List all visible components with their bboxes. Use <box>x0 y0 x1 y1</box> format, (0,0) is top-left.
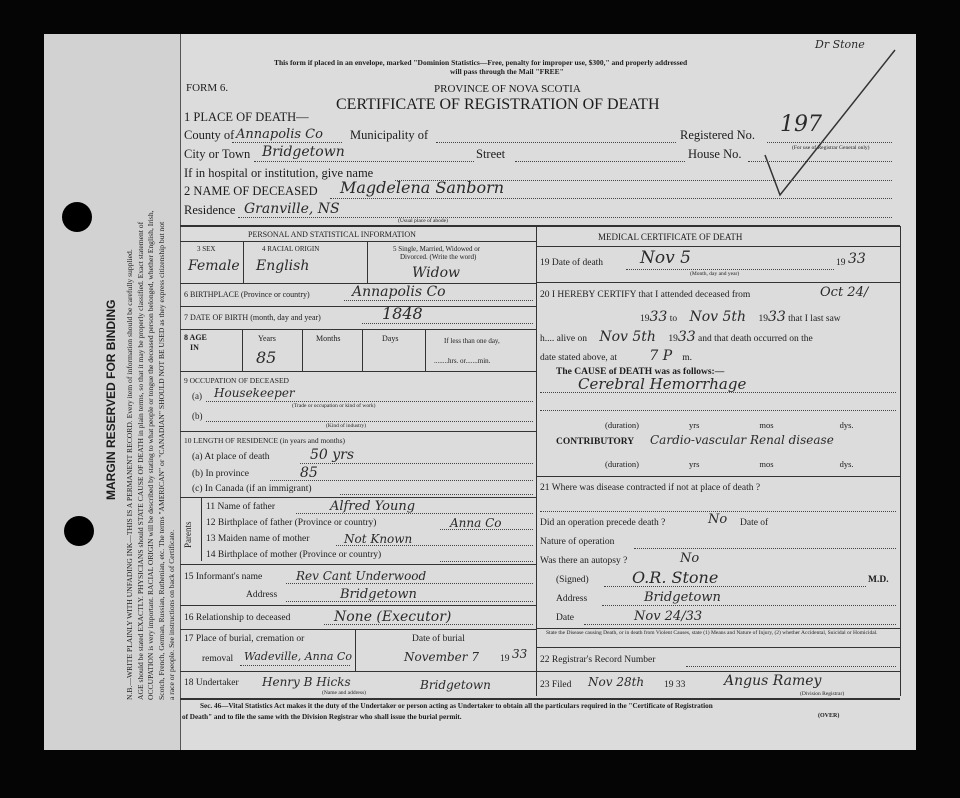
yrs-label: yrs <box>689 420 700 430</box>
attended-to-value: Nov 5th <box>689 309 747 325</box>
yrs-label: yrs <box>689 459 700 469</box>
burial-label: 17 Place of burial, cremation or <box>184 634 305 644</box>
instruction-line: Scotch, French, German, Russian, Ruthenian, etc. The terms "AMERICAN" or "CANADIAN" SHOULD NOT BE USED as they express citizenship but not <box>156 221 166 700</box>
residence-label: Residence <box>184 203 236 217</box>
dob-label: 7 DATE OF BIRTH (month, day and year) <box>184 313 321 322</box>
contributory-label: CONTRIBUTORY <box>556 437 635 447</box>
sex-label: 3 SEX <box>197 245 216 253</box>
dob-value: 1848 <box>382 304 423 323</box>
l2-tail: that I last saw <box>788 314 841 324</box>
birthplace-value: Annapolis Co <box>352 284 446 300</box>
footer-line-2: of Death" and to file the same with the Division Registrar who shall issue the burial permit. <box>182 713 462 721</box>
certify-line-2 <box>540 309 841 325</box>
binding-label: MARGIN RESERVED FOR BINDING <box>104 299 118 500</box>
personal-heading: PERSONAL AND STATISTICAL INFORMATION <box>248 230 416 239</box>
relationship-value: None (Executor) <box>334 609 452 625</box>
racial-label: 4 RACIAL ORIGIN <box>262 245 320 253</box>
in-province-label: (b) In province <box>192 469 249 479</box>
at-place-value: 50 yrs <box>310 447 355 463</box>
residence-note: (Usual place of abode) <box>398 218 448 224</box>
l4-label: date stated above, at <box>540 353 618 363</box>
days-label: Days <box>382 334 399 343</box>
l2-19b: 19 <box>758 314 768 324</box>
md-label: M.D. <box>868 575 889 585</box>
sex-value: Female <box>188 258 240 274</box>
birthplace-label: 6 BIRTHPLACE (Province or country) <box>184 290 310 299</box>
certify-line-3 <box>540 329 813 345</box>
province: PROVINCE OF NOVA SCOTIA <box>434 83 581 95</box>
hrs-min-label: ........hrs. or.......min. <box>434 357 491 365</box>
operation-date-label: Date of <box>740 518 769 528</box>
medical-heading: MEDICAL CERTIFICATE OF DEATH <box>598 232 743 242</box>
date-of-death-value: Nov 5 <box>640 248 691 268</box>
l3-h: h.... <box>540 334 555 344</box>
place-heading: 1 PLACE OF DEATH— <box>184 110 309 124</box>
city-value: Bridgetown <box>262 144 345 160</box>
burial-place-value: Wadeville, Anna Co <box>244 650 352 663</box>
signed-label: (Signed) <box>556 575 589 585</box>
dys-label: dys. <box>839 420 854 430</box>
filed-date-value: Nov 28th <box>588 675 645 689</box>
less-than-day-label: If less than one day, <box>444 337 500 345</box>
year-of-death: 33 <box>848 251 866 267</box>
burial-year: 33 <box>512 647 528 661</box>
duration-row <box>540 420 854 430</box>
instruction-line: AGE should be stated EXACTLY. PHYSICIANS should STATE CAUSE OF DEATH in plain terms, so that it may be properly classified. Exact statement of <box>135 221 145 700</box>
racial-value: English <box>256 258 310 274</box>
filed-year: 19 33 <box>664 680 686 690</box>
removal-label: removal <box>202 654 234 664</box>
cause-value: Cerebral Hemorrhage <box>578 375 747 393</box>
mos-label: mos <box>759 459 774 469</box>
cause-label: The CAUSE of DEATH was as follows:— <box>556 367 725 377</box>
years-label: Years <box>258 334 276 343</box>
l2-19: 19 <box>640 314 650 324</box>
marital-value: Widow <box>412 265 460 281</box>
age-label: 8 AGE <box>184 333 207 342</box>
duration-label: (duration) <box>605 459 639 469</box>
operation-label: Did an operation precede death ? <box>540 518 666 528</box>
father-birthplace-label: 12 Birthplace of father (Province or country) <box>206 518 377 528</box>
in-canada-label: (c) In Canada (if an immigrant) <box>192 484 312 494</box>
residence-value: Granville, NS <box>244 201 340 217</box>
burial-year-prefix: 19 <box>500 654 510 664</box>
contributory-value: Cardio-vascular Renal disease <box>650 433 834 447</box>
physician-address-label: Address <box>556 594 588 604</box>
deceased-name: Magdelena Sanborn <box>340 178 505 197</box>
check-mark-strokes <box>760 45 900 205</box>
form-number: FORM 6. <box>186 82 229 94</box>
father-birthplace-value: Anna Co <box>450 516 502 530</box>
autopsy-value: No <box>680 551 700 566</box>
parents-label: Parents <box>183 521 193 548</box>
margin-instructions <box>125 210 178 700</box>
age-label-2: IN <box>190 343 199 352</box>
county-value: Annapolis Co <box>236 127 323 142</box>
duration-row-2 <box>540 459 854 469</box>
father-value: Alfred Young <box>330 499 416 514</box>
undertaker-label: 18 Undertaker <box>184 678 239 688</box>
duration-label: (duration) <box>605 420 639 430</box>
certify-label: 20 I HEREBY CERTIFY that I attended deceased from <box>540 290 751 300</box>
punch-hole <box>62 202 92 232</box>
signed-date-label: Date <box>556 613 574 623</box>
burial-date-label: Date of burial <box>412 634 465 644</box>
informant-label: 15 Informant's name <box>184 572 263 582</box>
in-province-value: 85 <box>300 465 318 481</box>
registered-value: 197 <box>780 112 822 137</box>
year-prefix: 19 <box>836 258 846 268</box>
signed-date-value: Nov 24/33 <box>634 609 703 624</box>
instruction-line: OCCUPATION is very important. RACIAL ORIGIN will be described by stating to what people or tongue the deceased person belonged, whether English, Irish, <box>146 210 155 700</box>
informant-address-value: Bridgetown <box>340 587 417 602</box>
informant-value: Rev Cant Underwood <box>296 569 427 583</box>
autopsy-label: Was there an autopsy ? <box>540 556 628 566</box>
filed-label: 23 Filed <box>540 680 572 690</box>
occ-a-note: (Trade or occupation or kind of work) <box>292 403 376 409</box>
l2-year: 33 <box>649 309 668 325</box>
corner-note: Dr Stone <box>815 38 865 51</box>
burial-date-value: November 7 <box>404 650 479 664</box>
registrar-signature: Angus Ramey <box>724 673 822 689</box>
record-number-label: 22 Registrar's Record Number <box>540 655 656 665</box>
county-label: County of <box>184 128 235 142</box>
mail-notice: This form if placed in an envelope, marked "Dominion Statistics—Free, penalty for improper use, $300," and properly addressed <box>274 58 688 67</box>
months-label: Months <box>316 334 341 343</box>
l3-19: 19 <box>668 334 678 344</box>
occ-b-label: (b) <box>192 411 203 421</box>
mother-birthplace-label: 14 Birthplace of mother (Province or country) <box>206 550 382 560</box>
l4-m: m. <box>682 353 692 363</box>
registered-label: Registered No. <box>680 128 755 142</box>
father-label: 11 Name of father <box>206 502 276 512</box>
marital-label: 5 Single, Married, Widowed or <box>393 245 481 253</box>
medical-note: State the Disease causing Death, or in death from Violent Causes, state (1) Means and Nature of Injury, (2) whether Accidental, Suicidal or Homicidal. <box>546 630 878 636</box>
registered-note: (For use of Registrar General only) <box>792 145 870 151</box>
operation-value: No <box>708 512 728 527</box>
relationship-label: 16 Relationship to deceased <box>184 613 291 623</box>
hospital-label: If in hospital or institution, give name <box>184 166 374 180</box>
municipality-label: Municipality of <box>350 128 429 142</box>
dys-label: dys. <box>839 459 854 469</box>
certificate-title: CERTIFICATE OF REGISTRATION OF DEATH <box>336 96 660 113</box>
occ-b-note: (Kind of industry) <box>326 423 367 429</box>
occupation-label: 9 OCCUPATION OF DECEASED <box>184 376 289 385</box>
occupation-value: Housekeeper <box>214 386 295 400</box>
undertaker-address: Bridgetown <box>420 678 491 692</box>
footer-line-1: Sec. 46—Vital Statistics Act makes it the duty of the Undertaker or person acting as Undertaker to obtain all the particulars required in the "Certificate of Registration <box>200 702 713 710</box>
mail-notice-2: will pass through the Mail "FREE" <box>450 67 564 76</box>
undertaker-note: (Name and address) <box>322 690 366 696</box>
last-seen-value: Nov 5th <box>599 329 656 345</box>
street-label: Street <box>476 147 506 161</box>
l2-to: to <box>669 314 678 324</box>
punch-hole <box>64 516 94 546</box>
marital-label-2: Divorced. (Write the word) <box>400 253 477 261</box>
instruction-line: a race or people. See instructions on back of Certificate. <box>167 529 176 700</box>
mother-label: 13 Maiden name of mother <box>206 534 310 544</box>
attended-from-value: Oct 24/ <box>820 285 869 300</box>
physician-address-value: Bridgetown <box>644 590 721 605</box>
mother-value: Not Known <box>344 532 413 546</box>
name-label: 2 NAME OF DECEASED <box>184 184 318 198</box>
physician-signature: O.R. Stone <box>632 568 719 587</box>
over-label: (OVER) <box>818 713 840 719</box>
undertaker-value: Henry B Hicks <box>262 675 351 689</box>
city-label: City or Town <box>184 147 251 161</box>
occ-a-label: (a) <box>192 391 202 401</box>
nature-label: Nature of operation <box>540 537 615 547</box>
l2-year-2: 33 <box>767 309 786 325</box>
date-note: (Month, day and year) <box>690 271 740 277</box>
house-label: House No. <box>688 147 742 161</box>
instruction-line: N.B.—WRITE PLAINLY WITH UNFADING INK—THIS IS A PERMANENT RECORD. Every item of information should be carefully supplied. <box>125 249 134 700</box>
certify-line-4 <box>540 348 692 364</box>
contracted-label: 21 Where was disease contracted if not at place of death ? <box>540 483 761 493</box>
l3-tail: and that death occurred on the <box>698 334 813 344</box>
registrar-note: (Division Registrar) <box>800 691 845 697</box>
mos-label: mos <box>759 420 774 430</box>
informant-address-label: Address <box>246 590 278 600</box>
age-years: 85 <box>256 348 277 367</box>
residence-length-label: 10 LENGTH OF RESIDENCE (in years and months) <box>184 436 346 445</box>
l3-alive: alive on <box>556 334 587 344</box>
l3-year: 33 <box>677 329 696 345</box>
at-place-label: (a) At place of death <box>192 452 270 462</box>
time-of-death: 7 P <box>649 348 673 364</box>
date-of-death-label: 19 Date of death <box>540 258 604 268</box>
